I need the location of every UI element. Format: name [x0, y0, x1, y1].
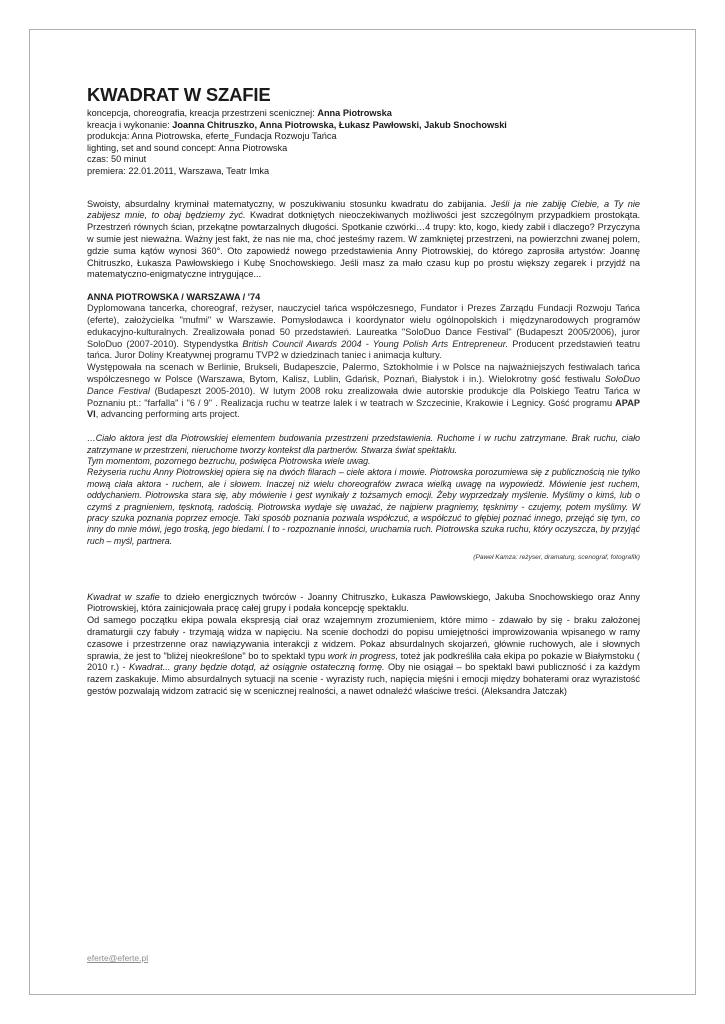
- credit-line: produkcja: Anna Piotrowska, eferte_Fundacja Rozwoju Tańca: [87, 131, 337, 142]
- credit-line: premiera: 22.01.2011, Warszawa, Teatr Imka: [87, 165, 270, 176]
- quote-block: [87, 433, 640, 563]
- review-block: [87, 592, 640, 698]
- review-paragraph-2: Od samego początku ekipa powala ekspresją ciał oraz wzajemnym zrozumieniem, które mimo - zdawało by się - braku założonej dramaturgii czy fabuły - trzymają widza w napięciu. Na scenie dochodzi do popisu umiejętności improwizowania wpisanego w ramy czasowe i przestrzenne oraz nawiązywania interakcji z widzem. Pokaz absurdalnych skojarzeń, głównie ruchowych, ale i słownych sprawia, że jest to "bliżej nieokreślone" bo to spektakl typu work in progress, toteż jak podkreśliła cała ekipa po pokazie w Białymstoku ( 2010 r.) - Kwadrat... grany będzie dotąd, aż osiągnie ostateczną formę. Oby nie osiągał – bo spektakl bawi publiczność i za każdym razem zaskakuje. Mimo absurdalnych sytuacji na scenie - wyrazisty ruch, napięcia mięśni i emocji między bohaterami oraz wyrazistość gestów pozwalają widzom zatracić się w scenicznej realności, a nawet odnaleźć właściwe treści. (Aleksandra Jatczak): [87, 615, 640, 696]
- intro-paragraph: Swoisty, absurdalny kryminał matematyczny, w poszukiwaniu stosunku kwadratu do zabijania. Jeśli ja nie zabiję Ciebie, a Ty nie zabijesz mnie, to obaj będziemy żyć. Kwadrat dotkniętych nieoczekiwanych możliwości jest szczególnym przypadkiem prostokąta. Przestrzeń równych ścian, przekątne powtarzalnych długości. Spotkanie czwórki…4 trupy: kto, kogo, kiedy zabił i dlaczego? Przyczyna w sumie jest nieważna. Ważny jest fakt, że nas nie ma, choć jesteśmy razem. W zamkniętej przestrzeni, na powierzchni zwanej polem, gdzie suma kątów wynosi 360°. Oto zapowiedź nowego przedstawienia Anny Piotrowskiej, do którego zaprosiła artystów: Joannę Chitruszko, Łukasza Pawłowskiego i Kubę Snochowskiego. Jeśli masz za mało czasu kup po prostu większy zegarek i przyjdź na matematyczno-enigmatyczne intrygujące...: [87, 198, 641, 280]
- quote-paragraph: …Ciało aktora jest dla Piotrowskiej elementem budowania przestrzeni przedstawienia. Ruchome i w ruchu zatrzymane. Brak ruchu, ciało zatrzymane w przestrzeni, nieruchome tworzy kontekst dla partnerów. Stwarza świat spektaklu.: [87, 433, 640, 455]
- bio-paragraph-2: Występowała na scenach w Berlinie, Brukseli, Budapeszcie, Palermo, Sztokholmie i w Polsce na najważniejszych festiwalach tańca współczesnego w Polsce (Warszawa, Bytom, Kalisz, Lublin, Gdańsk, Poznań, Białystok i in.). Wielokrotny gość festiwalu SoloDuo Dance Festival (Budapeszt 2005-2010). W lutym 2008 roku zrealizowała dwie autorskie produkcje dla Polskiego Teatru Tańca w Poznaniu pt.: "farfalla" i "6 / 9" . Realizacja ruchu w teatrze lalek i w teatrach w Szczecinie, Krakowie i Legnicy. Gość programu APAP VI, advancing performing arts project.: [87, 362, 640, 420]
- footer-email-link[interactable]: eferte@eferte.pl: [87, 953, 149, 963]
- page-title: KWADRAT W SZAFIE: [87, 84, 271, 105]
- document-body: [87, 84, 640, 698]
- credit-line: kreacja i wykonanie: Joanna Chitruszko, Anna Piotrowska, Łukasz Pawłowski, Jakub Snochowski: [87, 119, 507, 130]
- credit-line: lighting, set and sound concept: Anna Piotrowska: [87, 142, 288, 153]
- credit-line: koncepcja, choreografia, kreacja przestrzeni scenicznej: Anna Piotrowska: [87, 108, 392, 118]
- quote-paragraph: Reżyseria ruchu Anny Piotrowskiej opiera się na dwóch filarach – ciele aktora i mowie. Piotrowska porozumiewa się z publicznością nie tylko mową ciała aktora - ruchem, ale i słowem. Inaczej niż wielu choreografów zwraca wielką uwagę na wypowiedź. Mówienie jest ruchem, oddychaniem. Piotrowska stara się, aby mówienie i gest wynikały z tożsamych emocji. Żeby wyprzedzały myślenie. Myślimy o kimś, lub o czymś z pragnieniem, tęsknotą, radością. Piotrowska wydaje się uważać, że najpierw pragniemy, tęsknimy - czujemy, potem myślimy. W pracy szuka poznania poprzez emocje. Taki sposób poznania pozwala współczuć, a współczuć to głębiej poznać innego, przejąć się tym, co inny do mnie mówi, jego troską, jego biedami. I to - rozpoznanie inności, uruchamia ruch. Piotrowska szuka ruchu, który oczyszcza, by przyjąć ruch – myśl, partnera.: [87, 467, 640, 546]
- credits-block: [87, 108, 640, 178]
- bio-paragraph-1: Dyplomowana tancerka, choreograf, reżyser, nauczyciel tańca współczesnego, Fundator i Prezes Zarządu Fundacji Rozwoju Tańca (eferte), założycielka "mufmi" w Warszawie. Pomysłodawca i koordynator wielu ogólnopolskich i międzynarodowych programów edukacyjno-kulturalnych. Zrealizowała ponad 50 przedstawień. Laureatka "SoloDuo Dance Festival" (Budapeszt 2005/2006), juror SoloDuo (2007-2010). Stypendystka British Council Awards 2004 - Young Polish Arts Entrepreneur. Producent przedstawień teatru tańca. Juror Doliny Kreatywnej programu TVP2 w dziedzinach taniec i animacja kultury.: [87, 303, 640, 361]
- quote-source: (Paweł Kamza: reżyser, dramaturg, scenograf, fotografik): [473, 554, 640, 562]
- credit-line: czas: 50 minut: [87, 154, 147, 165]
- review-paragraph-1: Kwadrat w szafie to dzieło energicznych twórców - Joanny Chitruszko, Łukasza Pawłowskiego, Jakuba Snochowskiego oraz Anny Piotrowskiej, która zainicjowała pracę całej grupy i podała koncepcję spektaklu.: [87, 591, 640, 614]
- quote-paragraph: Tym momentom, pozornego bezruchu, poświęca Piotrowska wiele uwag.: [87, 455, 371, 466]
- bio-heading: ANNA PIOTROWSKA / WARSZAWA / '74: [87, 292, 261, 303]
